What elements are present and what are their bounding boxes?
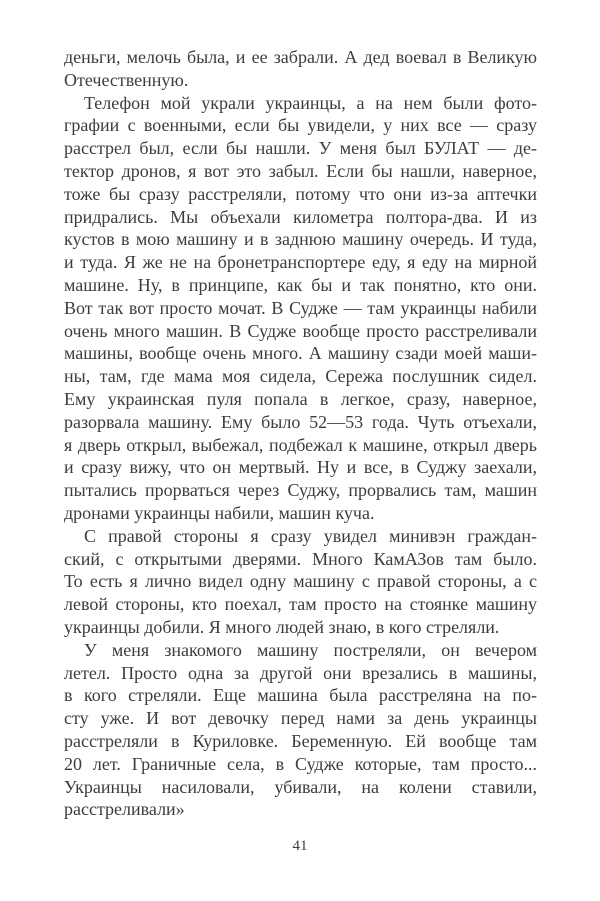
text-line: тоже бы сразу расстреляли, потому что они из-за аптечки	[64, 183, 537, 204]
text-line: С правой стороны я сразу увидел минивэн граждан-	[84, 525, 537, 546]
text-line: кустов в мою машину и в заднюю машину очередь. И туда,	[64, 229, 537, 250]
text-line: расстреливали»	[64, 799, 185, 820]
text-line: расстрел был, если бы нашли. У меня был БУЛАТ — де-	[64, 138, 537, 159]
text-line: ны, там, где мама моя сидела, Сережа послушник сидел.	[64, 366, 537, 387]
text-line: Ему украинская пуля попала в легкое, сразу, наверное,	[64, 388, 537, 409]
text-line: У меня знакомого машину постреляли, он вечером	[84, 639, 537, 660]
text-line: я дверь открыл, выбежал, подбежал к машине, открыл дверь	[64, 434, 537, 455]
paragraph	[64, 525, 537, 639]
text-line: ский, с открытыми дверями. Много КамАЗов там было.	[64, 548, 537, 569]
text-line: То есть я лично видел одну машину с правой стороны, а с	[64, 571, 537, 592]
text-line: машины, вообще очень много. А машину сзади моей маши-	[64, 343, 537, 364]
text-line: сту уже. И вот девочку перед нами за день украинцы	[64, 708, 537, 729]
text-line: очень много машин. В Судже вообще просто расстреливали	[64, 320, 537, 341]
text-line: в кого стреляли. Еще машина была расстреляна на по-	[64, 685, 537, 706]
text-line: Отечественную.	[64, 69, 189, 90]
text-line: Украинцы насиловали, убивали, на колени ставили,	[64, 776, 537, 797]
text-line: деньги, мелочь была, и ее забрали. А дед воевал в Великую	[64, 47, 537, 67]
page-number: 41	[292, 838, 308, 854]
text-line: и сразу вижу, что он мертвый. Ну и все, в Суджу заехали,	[64, 457, 537, 478]
text-line: дронами украинцы набили, машин куча.	[64, 502, 375, 523]
text-block	[64, 46, 537, 821]
text-line: тектор дронов, я вот это забыл. Если бы нашли, наверное,	[64, 160, 537, 181]
text-line: 20 лет. Граничные села, в Судже которые, там просто...	[64, 753, 537, 774]
text-line: и туда. Я же не на бронетранспортере еду, я еду на мирной	[64, 252, 537, 273]
text-line: машине. Ну, в принципе, как бы и так понятно, кто они.	[64, 274, 537, 295]
paragraph	[64, 639, 537, 821]
paragraph	[64, 46, 537, 92]
text-line: Вот так вот просто мочат. В Судже — там украинцы набили	[64, 297, 537, 318]
paragraph	[64, 92, 537, 525]
text-line: пытались прорваться через Суджу, прорвались там, машин	[64, 480, 537, 501]
text-line: левой стороны, кто поехал, там просто на стоянке машину	[64, 594, 537, 615]
text-line: придрались. Мы объехали километра полтора-два. И из	[64, 206, 537, 227]
text-line: расстреляли в Куриловке. Беременную. Ей вообще там	[64, 730, 537, 751]
text-line: летел. Просто одна за другой они врезались в машины,	[64, 662, 537, 683]
text-line: украинцы добили. Я много людей знаю, в кого стреляли.	[64, 616, 500, 637]
text-line: Телефон мой украли украинцы, а на нем были фото-	[84, 92, 537, 113]
text-line: графии с военными, если бы увидели, у них все — сразу	[64, 115, 537, 136]
text-line: разорвала машину. Ему было 52—53 года. Чуть отъехали,	[64, 411, 537, 432]
